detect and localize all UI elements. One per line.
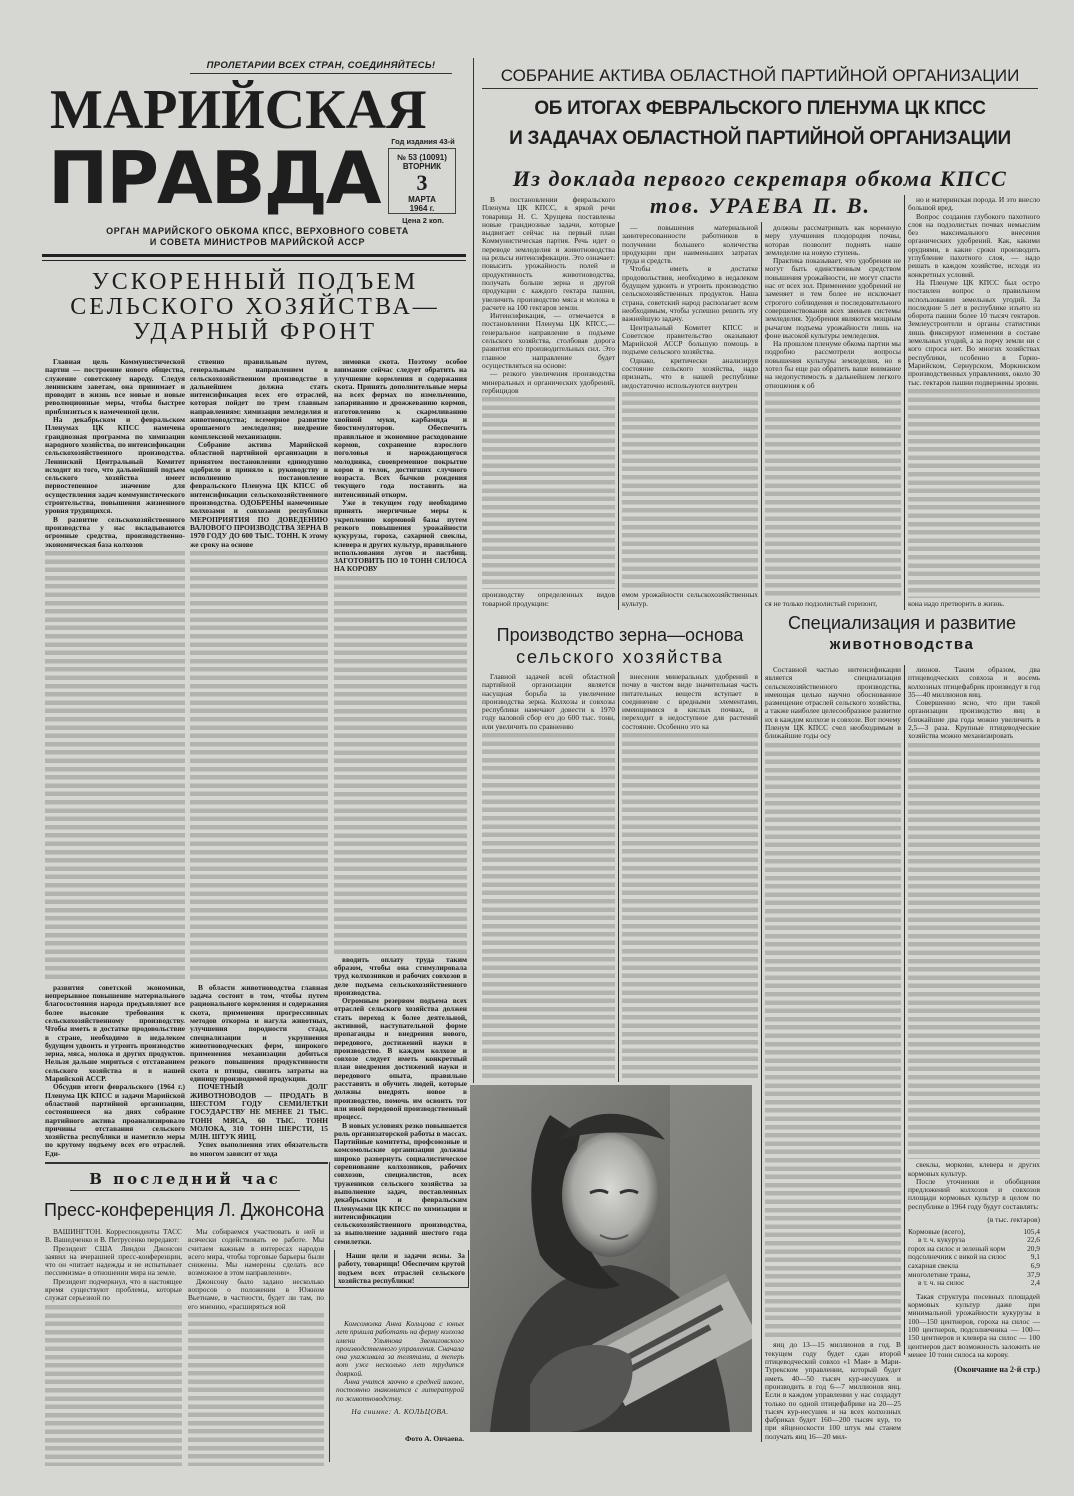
- paragraph: Главная цель Коммунистической партии — построение нового общества, служение советскому народу. Следуя ленинским заветам, она принимает и проводит в жизнь все новые и новые революционные меры, чтобы быстрее приблизиться к намеченной цели.: [45, 357, 185, 416]
- paragraph: На Пленуме ЦК КПСС был остро поставлен вопрос о правильном использовании земельных угодий. За последние 5 лет в республике изъято из оборота пашни более 10 тысяч гектаров. Землеустроители и органы статистики лишь фиксируют изменения в составе земельных угодий, а за порчу земли ни с кого спроса нет. Во многих хозяйствах республики, особенно в Горно-Марийском, Сернурском, Моркинском производственных управлениях, около 30 тыс. гектаров пашни подвержены эрозии.: [908, 277, 1040, 387]
- unreadable-text: [482, 733, 615, 1079]
- paragraph: вводить оплату труда таким образом, чтобы она стимулировала труд колхозников и рабочих совхозов в деле подъема сельскохозяйственного производства.: [334, 954, 467, 997]
- paragraph-group: [190, 984, 328, 1158]
- column-rule: [904, 665, 905, 1355]
- table-row: [908, 1279, 1040, 1288]
- paragraph: Чтобы иметь в достатке продовольствия, необходимо в недалеком будущем удвоить и утроить производство сельскохозяйственных продуктов. Наша страна, советский народ располагает всем необходимым, чтобы успешно решить эту важнейшую задачу.: [622, 264, 758, 324]
- paragraph: Президент подчеркнул, что в настоящее время существуют проблемы, которые служат серьезной по: [45, 1276, 182, 1303]
- paragraph: Джонсону было задано несколько вопросов о положении в Южном Вьетнаме, в частности, будет ли там, по его мнению, «расширяться вой: [188, 1276, 324, 1311]
- editorial-column-2: [190, 358, 328, 1158]
- report-column-1: [482, 196, 615, 608]
- row-label: в т. ч. кукуруза: [918, 1235, 965, 1245]
- year-of-issue: Год издания 43-й: [391, 137, 455, 146]
- headline-line: ОБ ИТОГАХ ФЕВРАЛЬСКОГО ПЛЕНУМА ЦК КПСС: [534, 98, 986, 119]
- paragraph: ся не только подзолистый горизонт,: [765, 598, 878, 608]
- row-value: 22,6: [1027, 1235, 1040, 1245]
- paragraph-group: [188, 1228, 324, 1311]
- paragraph: ПОЧЕТНЫЙ ДОЛГ ЖИВОТНОВОДОВ — ПРОДАТЬ В ШЕСТОМ ГОДУ СЕМИЛЕТКИ ГОСУДАРСТВУ НЕ МЕНЕЕ 21 ТЫС. ТОНН МЯСА, 60 ТЫС. ТОНН МОЛОКА, 310 ТОНН ШЕРСТИ, 15 МЛН. ШТУК ЯИЦ.: [190, 1082, 328, 1142]
- report-subtitle: Из доклада первого секретаря обкома КПСС: [512, 166, 1008, 191]
- specialization-section-heading: [764, 612, 1040, 656]
- press-column-1: [45, 1228, 182, 1468]
- column-rule: [618, 672, 619, 1082]
- masthead-rule: [42, 254, 466, 261]
- masthead-motto: ПРОЛЕТАРИИ ВСЕХ СТРАН, СОЕДИНЯЙТЕСЬ!: [190, 60, 452, 74]
- row-value: 9,1: [1030, 1252, 1040, 1262]
- headline-line: СЕЛЬСКОГО ХОЗЯЙСТВА—: [70, 294, 440, 320]
- paragraph: яиц до 13—15 миллионов в год. В текущем году будет сдан второй птицеводческий совхоз «1 Мая» в Мари-Турекском управлении, который будет иметь 40—50 тысяч кур-несушек и производить в год 6—7 миллионов яиц. Если в каждом управлении у нас создадут только по одной птицефабрике на 20—25 тысяч кур-несушек и на всех колхозных фабриках будет 160—200 тысяч кур, то при яйценоскости 100 штук мы станем получать яиц 16—20 мил-: [765, 1340, 901, 1441]
- paragraph: На декабрьском и февральском Пленумах ЦК КПСС намечена грандиозная программа по химизации народного хозяйства, по интенсификации сельскохозяйственного производства. Ленинский Центральный Комитет исходит из того, что дальнейший подъем сельского хозяйства имеет первостепенное значение для осуществления задач коммунистического строительства, повышения жизненного уровня трудящихся.: [45, 415, 185, 516]
- paragraph-group: [45, 984, 185, 1158]
- report-column-3: [765, 224, 901, 608]
- paragraph: Мы собираемся участвовать в ней и всячески содействовать ее работе. Мы считаем важным в интересах народов всего мира, чтобы торговые барьеры были снижены. Мы намерены сделать все возможное в этом направлении».: [188, 1227, 324, 1278]
- press-conference-headline: Пресс-конференция Л. Джонсона: [44, 1200, 325, 1220]
- paragraph: Собрание актива Марийской областной партийной организации в принятом постановлении единодушно одобрило и приняло к руководству и исполнению постановление февральского Пленума ЦК КПСС об интенсификации сельскохозяйственного производства. ОДОБРЕНЫ намеченные колхозами и совхозами республики МЕРОПРИЯТИЯ ПО ДОВЕДЕНИЮ ВАЛОВОГО ПРОИЗВОДСТВА ЗЕРНА В 1970 ГОДУ ДО 600 ТЫС. ТОНН. К этому же сроку на основе: [190, 439, 328, 549]
- row-label: горох на силос и зеленый корм: [908, 1243, 1006, 1253]
- paragraph-group: [765, 666, 901, 741]
- issue-date-box: [388, 148, 456, 214]
- weekday: ВТОРНИК: [402, 162, 442, 171]
- editorial-column-3: [334, 358, 467, 1246]
- paragraph: В новых условиях резко повышается роль организаторской работы в массах. Партийные комитеты, профсоюзные и комсомольские организации должны широко развернуть социалистическое соревнование колхозников, рабочих совхозов, специалистов, всех тружеников сельского хозяйства за выполнение задач, поставленных декабрьским и февральским Пленумами ЦК КПСС по химизации и интенсификации сельскохозяйственного производства, за выполнение заданий шестого года семилетки.: [334, 1120, 467, 1246]
- row-label: Кормовые (всего),: [908, 1226, 966, 1236]
- organ-line-2: И СОВЕТА МИНИСТРОВ МАРИЙСКОЙ АССР: [149, 237, 366, 247]
- paragraph: развития советской экономики, непрерывное повышение материального благосостояния народа предъявляют все более высокие требования к сельскохозяйственному производству. Чтобы иметь в достатке продовольствие в стране, необходимо в недалеком будущем удвоить и утроить производство зерна, мяса, молока и других продуктов. Нельзя дальше мириться с отставанием сельского хозяйства и в нашей Марийской АССР.: [45, 982, 185, 1084]
- paragraph-group: [765, 1341, 901, 1441]
- paragraph: зимовки скота. Поэтому особое внимание сейчас следует обратить на улучшение кормления и содержания скота. Принять дополнительные меры на всех фермах по измельчению, запариванию и дрожжеванию кормов, изготовлению к скармливанию хвойной муки, карбамида и биостимуляторов. Обеспечить правильное и экономное расходование кормов, сохранение взрослого поголовья и нарождающегося молодняка, своевременное покрытие коров и телок, достигших случного возраста. Всех бычков рождения текущего года поставить на интенсивный откорм.: [334, 357, 467, 499]
- report-column-2: [622, 224, 758, 608]
- rule: [45, 1162, 328, 1164]
- paragraph: На прошлом пленуме обкома партии мы подробно рассмотрели вопросы повышения культуры земледелия, но я хотел бы еще раз обратить ваше внимание на недопустимость в дальнейшем легкого отношения к об: [765, 339, 901, 390]
- paragraph: Практика показывает, что удобрения не могут быть единственным средством повышения урожайности, не могут спасти нас от всех зол. Применение удобрений не заменяет и тем более не исключает строгого соблюдения и последовательного совершенствования всех звеньев системы земледелия. Удобрения являются мощным рычагом подъема урожайности лишь на фоне высокой культуры земледелия.: [765, 256, 901, 340]
- paragraph: Президент США Линдон Джонсон заявил на вчерашней пресс-конференции, что он «питает надежды и не испытывает пессимизма» в отношении мира на земле.: [45, 1243, 182, 1278]
- photo-image: [470, 1085, 752, 1432]
- paragraph: В развитие сельскохозяйственного производства у нас вкладываются огромные средства, производственно-экономическая база колхозов: [45, 514, 185, 549]
- paragraph: ственно правильным путем, генеральным направлением в сельскохозяйственном производстве в дальнейшем должна стать интенсификация всех его отраслей, которая пойдет по трем главным направлениям: химизация земледелия и животноводства; всемерное развитие орошаемого земледелия; внедрение комплексной механизации.: [190, 357, 328, 441]
- row-label: сахарная свекла: [908, 1260, 959, 1270]
- year: 1964 г.: [409, 204, 435, 213]
- paragraph-group: [908, 196, 1040, 387]
- paragraph-group: [45, 1228, 182, 1303]
- unreadable-text: [622, 392, 758, 589]
- row-value: 37,9: [1027, 1269, 1040, 1279]
- paragraph-group: [908, 1161, 1040, 1211]
- paragraph: — резкого увеличения производства минеральных и органических удобрений, гербицидов: [482, 369, 615, 395]
- paragraph: производству определенных видов товарной продукции:: [482, 590, 615, 608]
- paragraph-group: [622, 673, 758, 731]
- paragraph: Огромным резервом подъема всех отраслей сельского хозяйства должен стать переход к более деятельной, активной, наступательной форме пропаганды и внедрения нового, передового, достижений науки в производство. В каждом колхозе и совхозе следует иметь конкретный план внедрения достижений науки и передового опыта, правильно расставить и обучить людей, которые должны внедрять новое в производство, помочь им освоить тот или иной передовой производственный процесс.: [334, 996, 467, 1122]
- paragraph: лионов. Таким образом, два птицеводческих совхоза и восемь колхозных птицефабрик произведут в год 35—40 миллионов яиц.: [908, 665, 1040, 699]
- unreadable-text: [482, 397, 615, 589]
- column-rule: [618, 222, 619, 610]
- unreadable-text: [45, 551, 185, 982]
- heading-line: Производство зерна—основа: [496, 625, 744, 645]
- row-value: 2,4: [1030, 1278, 1040, 1288]
- report-headline: [480, 94, 1040, 154]
- unreadable-text: [188, 1313, 324, 1466]
- paragraph: емом урожайности сельскохозяйственных культур.: [622, 590, 758, 608]
- newspaper-title-line1: МАРИЙСКАЯ: [50, 79, 427, 141]
- paragraph: кона надо претворить в жизнь.: [908, 598, 1005, 608]
- unreadable-text: [622, 733, 758, 1079]
- paragraph-group: [908, 666, 1040, 741]
- paragraph: Уже в текущем году необходимо принять энергичные меры к укреплению кормовой базы путем резкого повышения урожайности кукурузы, гороха, сахарной свеклы, клевера и других культур, правильного использования лугов и пастбищ. ЗАГОТОВИТЬ ПО 10 ТОНН СИЛОСА НА КОРОВУ: [334, 498, 467, 574]
- paragraph-group: [482, 673, 615, 731]
- paragraph: Обсудив итоги февральского (1964 г.) Пленума ЦК КПСС и задачи Марийской областной партийной организации, состоявшееся на днях собрание партийного актива проанализировало причины отставания сельского хозяйства республики и наметило меры по крутому подъему всех его отраслей. Еди-: [45, 1082, 185, 1158]
- paragraph: После уточнения и обобщения предложений колхозов и совхозов площади кормовых культур в целом по республике в 1964 году будут составлять:: [908, 1176, 1040, 1211]
- paragraph: ВАШИНГТОН. Корреспонденты ТАСС В. Вашедченко и В. Петрусенко передают:: [45, 1227, 182, 1245]
- press-column-2: [188, 1228, 324, 1468]
- paragraph: Такая структура посевных площадей кормовых культур даже при минимальной урожайности кукурузы в 100—150 центнеров, гороха на силос — 100 центнеров, подсолнечника — 100—150 центнеров и клевера на силос — 100 центнеров даст возможность заложить не менее 10 тонн силоса на корову.: [908, 1291, 1040, 1359]
- price: Цена 2 коп.: [402, 216, 444, 225]
- specialization-column-2-end: [908, 1216, 1040, 1375]
- unreadable-text: [45, 1305, 182, 1466]
- newspaper-title-line2: ПРАВДА: [48, 136, 380, 220]
- row-value: 105,4: [1023, 1226, 1040, 1236]
- column-rule: [904, 195, 905, 610]
- milkmaid-photo: [470, 1085, 752, 1432]
- paragraph-group: [908, 1293, 1040, 1359]
- slogan-box: [334, 1250, 469, 1288]
- paragraph: В постановлении февральского Пленума ЦК КПСС, в яркой речи товарища Н. С. Хрущева поставлены новые грандиозные задачи, которые выдвигает сейчас на первый план Коммунистическая партия. Речь идет о переводе земледелия и животноводства на рельсы интенсификации. Это означает: повысить урожайность полей и продуктивность животноводства, получать больше зерна и другой продукции с каждого гектара пашни, увеличить производство мяса и молока в расчете на 100 гектаров земли.: [482, 195, 615, 312]
- paragraph-group: [622, 224, 758, 390]
- paragraph: Успех выполнения этих обязательств во многом зависит от хода: [190, 1140, 328, 1158]
- paragraph-group: [45, 358, 185, 549]
- unreadable-text: [765, 743, 901, 1340]
- paragraph: но и материнская порода. И это внесло большой вред.: [908, 195, 1040, 213]
- paragraph: — повышения материальной заинтересованности работников в получении большего количества продукции при наименьших затратах труда и средств.: [622, 223, 758, 266]
- row-label: в т. ч. на силос: [918, 1278, 965, 1288]
- grain-column-2: [622, 673, 758, 1081]
- paragraph-group: [334, 358, 467, 574]
- paragraph: Составной частью интенсификации является специализация сельскохозяйственного производства, имеющая целью научно обоснованное размещение отраслей сельского хозяйства, а также наиболее целесообразное развитие их в каждом колхозе и совхозе. Вот почему Пленум ЦК КПСС счел необходимым в ближайшие годы осу: [765, 665, 901, 741]
- unreadable-text: [908, 743, 1040, 1160]
- paragraph: Анна учится заочно в средней школе, постоянно знакомится с литературой по животноводству.: [336, 1377, 464, 1403]
- paragraph: Комсомолка Анна Кольцова с юных лет пришла работать на ферму колхоза имени Ульянова Звениговского производственного управления. Сначала она ухаживала за телятами, а теперь вот уже несколько лет трудится дояркой.: [336, 1319, 464, 1378]
- editorial-headline: [45, 270, 465, 345]
- paragraph: Вопрос создания глубокого пахотного слоя на подзолистых почвах немыслим без максимального внесения органических удобрений. Как, какими орудиями, в какие сроки производить углубление пахотного слоя, — надо решать в каждом хозяйстве, исходя из конкретных условий.: [908, 211, 1040, 279]
- editorial-column-1: [45, 358, 185, 1158]
- report-kicker: СОБРАНИЕ АКТИВА ОБЛАСТНОЙ ПАРТИЙНОЙ ОРГАНИЗАЦИИ: [482, 66, 1038, 89]
- headline-line: И ЗАДАЧАХ ОБЛАСТНОЙ ПАРТИЙНОЙ ОРГАНИЗАЦИИ: [509, 128, 1011, 149]
- unreadable-text: [908, 389, 1040, 598]
- unreadable-text: [765, 392, 901, 598]
- forage-table: [908, 1228, 1040, 1288]
- unreadable-text: [334, 576, 467, 954]
- paragraph: внесения минеральных удобрений в почву в чистом виде значительная часть питательных веществ вступает в соединение с вредными элементами, имеющимися в кислых почвах, и переходит в недоступное для растений состояние. Особенно это ка: [622, 672, 758, 731]
- headline-line: УДАРНЫЙ ФРОНТ: [132, 319, 378, 345]
- paragraph-group: [334, 956, 467, 1246]
- row-value: 6,9: [1030, 1260, 1040, 1270]
- paragraph-group: [336, 1320, 464, 1403]
- paragraph-group: [765, 224, 901, 390]
- row-label: подсолнечник с викой на силос: [908, 1252, 1007, 1262]
- paragraph: должны рассматривать как коренную меру улучшения плодородия почвы, которая позволит поднять наше земледелие на новую ступень.: [765, 223, 901, 257]
- photo-credit: Фото А. Овчаева.: [404, 1434, 464, 1443]
- day: 3: [416, 170, 428, 195]
- continued-note: (Окончание на 2-й стр.): [954, 1365, 1040, 1375]
- organ-line: [55, 226, 460, 248]
- table-unit: (в тыс. гектаров): [987, 1215, 1040, 1224]
- grain-column-1: [482, 673, 615, 1081]
- paragraph-group: [190, 358, 328, 549]
- specialization-column-1: [765, 666, 901, 1441]
- photo-caption: [336, 1320, 464, 1416]
- month: МАРТА: [408, 195, 436, 204]
- paragraph: Главной задачей всей областной партийной организации является насущная борьба за увеличение производства зерна. Колхозы и совхозы республики намечают довести к 1970 году валовой сбор его до 600 тыс. тонн, или увеличить по сравнению: [482, 672, 615, 731]
- heading-line: Специализация и развитие: [787, 613, 1017, 633]
- paragraph: Центральный Комитет КПСС и Советское правительство оказывают Марийской АССР большую помощь в подъеме сельского хозяйства.: [622, 322, 758, 357]
- heading-line: сельского хозяйства: [516, 647, 724, 667]
- paragraph: Однако, критически анализируя состояние сельского хозяйства, надо признать, что в нашей республике недостаточно используются внутрен: [622, 355, 758, 390]
- rule: [329, 1162, 330, 1462]
- row-label: многолетние травы,: [908, 1269, 971, 1279]
- on-photo: На снимке: А. КОЛЬЦОВА.: [351, 1406, 449, 1416]
- headline-line: УСКОРЕННЫЙ ПОДЪЕМ: [91, 269, 419, 295]
- column-rule: [761, 222, 762, 1442]
- paragraph: свеклы, моркови, клевера и других кормовых культур.: [908, 1160, 1040, 1178]
- issue-number: № 53 (10091): [397, 153, 447, 162]
- paragraph-group: [482, 196, 615, 395]
- specialization-column-2: [908, 666, 1040, 1211]
- report-column-4: [908, 196, 1040, 608]
- slogan: Наши цели и задачи ясны. За работу, товарищи! Обеспечим крутой подъем всех отраслей сельского хозяйства республики!: [338, 1251, 465, 1285]
- paragraph: Совершенно ясно, что при такой организации производство яиц в ближайшие два года можно увеличить в 2,5—3 раза. Крупные птицеводческие хозяйства можно механизировать: [908, 698, 1040, 741]
- report-speaker: тов. УРАЕВА П. В.: [649, 193, 872, 218]
- heading-line: животноводства: [829, 636, 975, 653]
- organ-line-1: ОРГАН МАРИЙСКОГО ОБКОМА КПСС, ВЕРХОВНОГО СОВЕТА: [106, 226, 409, 236]
- last-hour-rubric: В последний час: [70, 1168, 300, 1191]
- unreadable-text: [190, 551, 328, 982]
- row-value: 20,9: [1027, 1243, 1040, 1253]
- section-divider: [473, 58, 474, 1083]
- paragraph: Интенсификация, — отмечается в постановлении Пленума ЦК КПСС,— генеральное направление в подъеме сельского хозяйства, столбовая дорога развития его производительных сил. Это главное направление будет осуществляться на основе:: [482, 311, 615, 370]
- paragraph: В области животноводства главная задача состоит в том, чтобы путем рационального кормления и содержания скота, применения прогрессивных методов откорма и нагула животных, улучшения породности стада, специализации и укрупнения животноводческих ферм, широкого применения механизации добиться резкого повышения продуктивности скота и птицы, снизить затраты на единицу производимой продукции.: [190, 982, 328, 1084]
- grain-section-heading: [482, 624, 758, 668]
